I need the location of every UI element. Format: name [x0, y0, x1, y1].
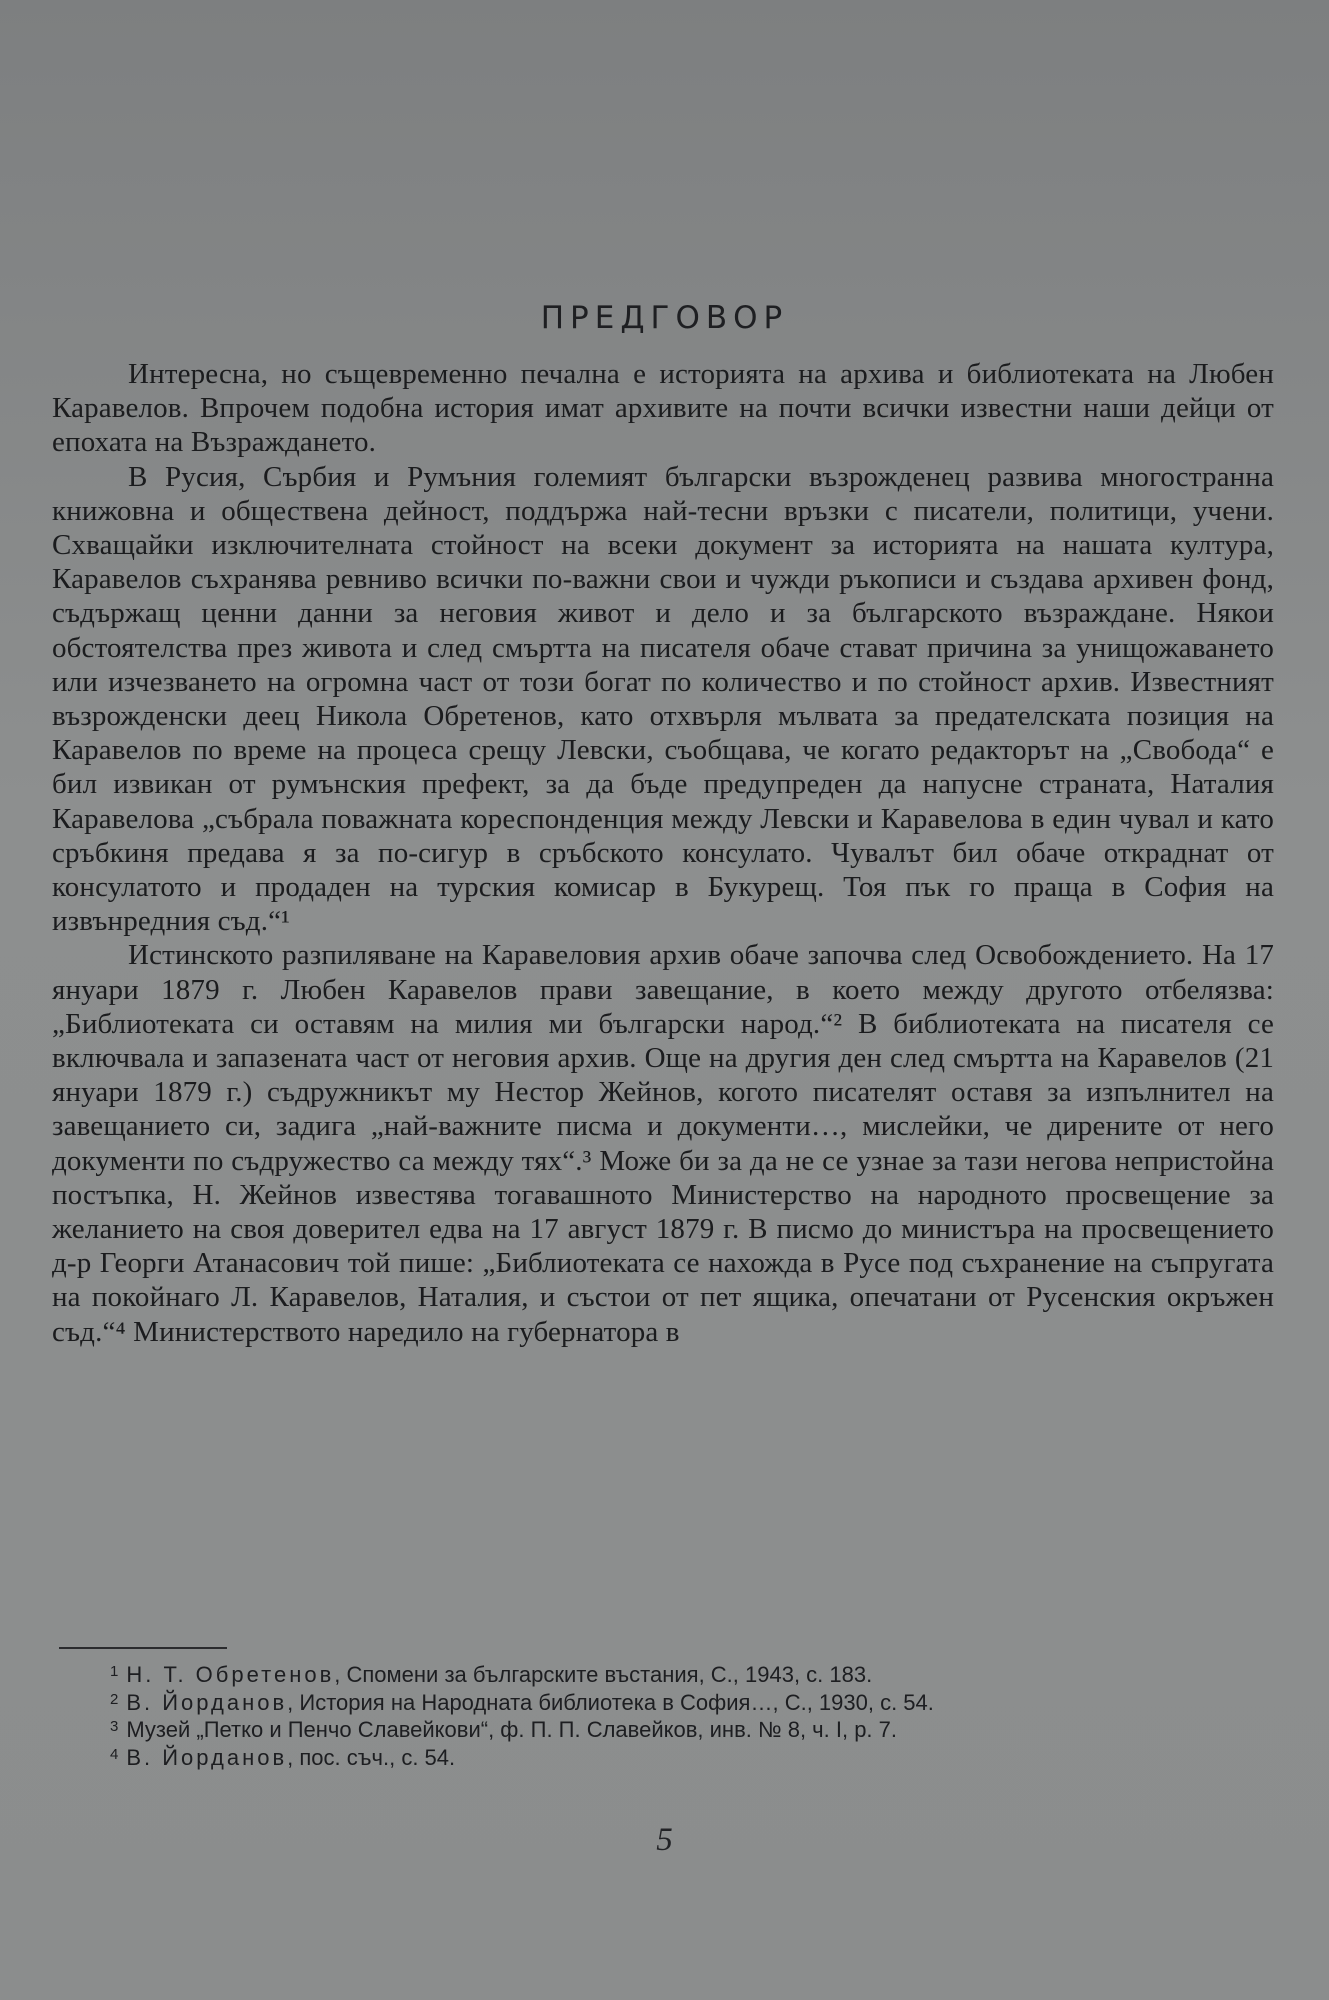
footnote-text: , Спомени за българските въстания, С., 1943, с. 183. [334, 1662, 873, 1687]
footnote-3 [110, 1715, 1260, 1743]
footnote-author: Н. Т. Обретенов [126, 1662, 335, 1687]
page-title: ПРЕДГОВОР [540, 300, 789, 336]
footnote-text: Музей „Петко и Пенчо Славейкови“, ф. П. П. Славейков, инв. № 8, ч. I, р. 7. [126, 1717, 897, 1742]
footnote-number: 1 [110, 1663, 119, 1680]
footnote-4 [110, 1743, 1260, 1771]
footnote-author: В. Йорданов [126, 1744, 288, 1770]
footnote-2 [110, 1688, 1260, 1716]
page-number: 5 [656, 1822, 673, 1858]
footnote-separator [59, 1647, 227, 1649]
footnote-number: 3 [110, 1718, 119, 1735]
footnote-text: , История на Народната библиотека в София…, С., 1930, с. 54. [287, 1689, 934, 1715]
footnotes [110, 1660, 1260, 1770]
footnote-author: В. Йорданов [126, 1689, 288, 1715]
footnote-number: 4 [110, 1745, 119, 1763]
main-text [52, 357, 1274, 1349]
footnote-1 [110, 1660, 1260, 1688]
paragraph-3: Истинското разпиляване на Каравеловия архив обаче започва след Освобождението. На 17 януари 1879 г. Любен Каравелов прави завещание, в което между другото отбелязва: „Библиотеката си оставям на милия ми български народ.“² В библиотеката на писателя се включвала и запазената част от неговия архив. Още на другия ден след смъртта на Каравелов (21 януари 1879 г.) съдружникът му Нестор Жейнов, когото писателят оставя за изпълнител на завещанието си, задига „най-важните писма и документи…, мислейки, че диренитe от него документи по съдружество са между тях“.³ Може би за да не се узнае за тази негова непристойна постъпка, Н. Жейнов известява тогавашното Министерство на народното просвещение за желанието на своя доверител едва на 17 август 1879 г. В писмо до министъра на просвещението д-р Георги Атанасович той пише: „Библиотеката се нахожда в Русе под съхранение на съпругата на покойнаго Л. Каравелов, Наталия, и състои от пет ящика, опечатани от Русенския окръжен съд.“⁴ Министерството наредило на губернатора в [52, 939, 1274, 1348]
footnote-number: 2 [110, 1690, 119, 1708]
paragraph-1: Интересна, но същевременно печална е историята на архива и библиотеката на Любен Каравелов. Впрочем подобна история имат архивите на почти всички известни наши дейци от епохата на Възраждането. [52, 358, 1274, 459]
paragraph-2: В Русия, Сърбия и Румъния големият български възрожденец развива многостранна книжовна и обществена дейност, поддържа най-тесни връзки с писатели, политици, учени. Схващайки изключителната стойност на всеки документ за историята на нашата култура, Каравелов съхранява ревниво всички по-важни свои и чужди ръкописи и създава архивен фонд, съдържащ ценни данни за неговия живот и дело и за българското възраждане. Някои обстоятелства през живота и след смъртта на писателя обаче стават причина за унищожаването или изчезването на огромна част от този богат по количество и по стойност архив. Известният възрожденски деец Никола Обретенов, като отхвърля мълвата за предателската позиция на Каравелов по време на процеса срещу Левски, съобщава, че когато редакторът на „Свобода“ е бил извикан от румънския префект, за да бъде предупреден да напусне страната, Наталия Каравелова „събрала поважната кореспонденция между Левски и Каравелова в един чувал и като сръбкиня предава я за по-сигур в сръбското консулато. Чувалът бил обаче откраднат от консулатото и продаден на турския комисар в Букурещ. Тоя пък го праща в София на извънредния съд.“¹ [52, 460, 1274, 938]
footnote-text: , пос. съч., с. 54. [287, 1744, 456, 1770]
